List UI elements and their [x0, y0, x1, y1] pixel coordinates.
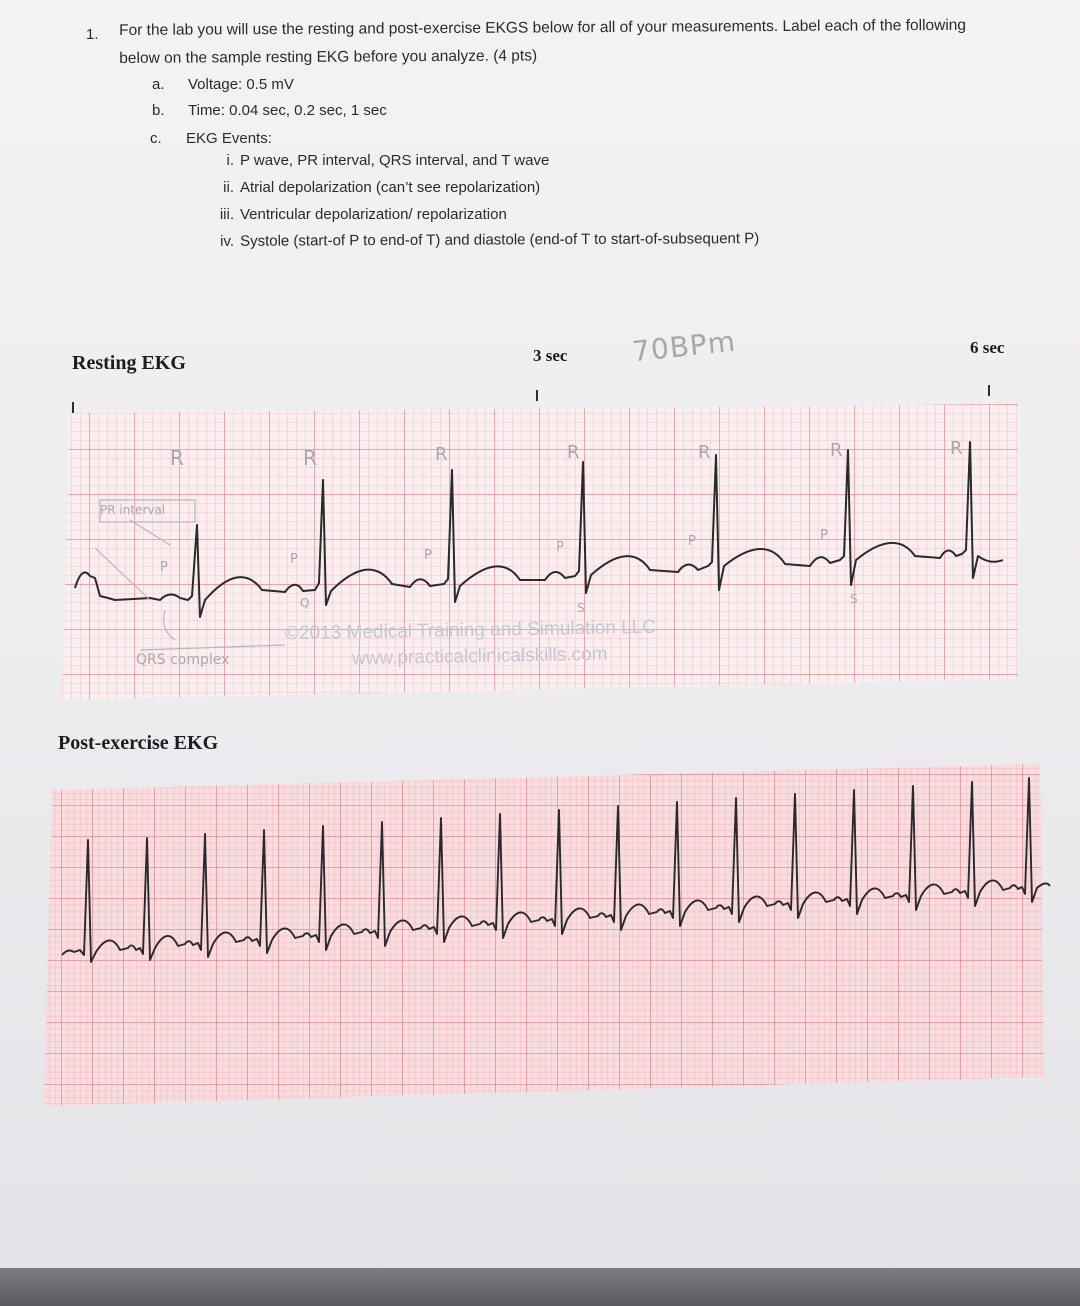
p-label-4: P: [556, 540, 564, 555]
r-label-6: R: [830, 440, 843, 461]
item-marker: b.: [152, 102, 165, 119]
bpm-handwritten-note: 70BPm: [630, 324, 738, 369]
s-label-2: S: [850, 592, 858, 606]
qrs-complex-note: QRS complex: [136, 652, 230, 668]
question-text: For the lab you will use the resting and post-exercise EKGS below for all of your measurements. Label each of the following below on the sample resting EKG before you analyze. (4 pts): [119, 16, 967, 67]
event-marker: iv.: [220, 232, 235, 250]
post-exercise-ekg-strip: [44, 764, 1050, 1106]
pr-interval-note: PR interval: [100, 503, 166, 517]
item-marker: c.: [150, 130, 162, 147]
item-text: Time: 0.04 sec, 0.2 sec, 1 sec: [188, 102, 387, 119]
p-label-6: P: [820, 528, 828, 543]
r-label-3: R: [435, 444, 448, 465]
event-text: Systole (start-of P to end-of T) and diastole (end-of T to start-of-subsequent P): [239, 230, 760, 250]
r-label-7: R: [950, 438, 963, 459]
time-marker-3sec: 3 sec: [533, 346, 568, 365]
event-marker: iii.: [219, 206, 234, 223]
p-label-5: P: [688, 534, 696, 549]
item-text: EKG Events:: [186, 130, 272, 147]
question-number: 1.: [86, 26, 99, 43]
watermark-copyright: ©2013 Medical Training and Simulation LLC: [284, 616, 657, 645]
r-label-2: R: [303, 446, 317, 470]
p-label-2: P: [290, 552, 298, 567]
event-text: Ventricular depolarization/ repolarization: [240, 206, 507, 223]
r-label-1: R: [170, 446, 184, 470]
s-label-1: S: [577, 601, 585, 615]
event-text: Atrial depolarization (can’t see repolarization): [240, 179, 541, 196]
p-label-3: P: [424, 548, 432, 563]
item-text: Voltage: 0.5 mV: [188, 76, 294, 93]
event-marker: i.: [226, 152, 234, 169]
q-label: Q: [300, 596, 310, 610]
p-label-1: P: [160, 560, 168, 575]
event-marker: ii.: [223, 179, 234, 196]
resting-ekg-title: Resting EKG: [72, 352, 186, 374]
item-marker: a.: [152, 76, 165, 93]
r-label-4: R: [567, 442, 580, 463]
event-text: P wave, PR interval, QRS interval, and T wave: [240, 152, 550, 169]
watermark-url: www.practicalclinicalskills.com: [351, 643, 608, 670]
time-marker-6sec: 6 sec: [970, 338, 1005, 357]
post-exercise-ekg-title: Post-exercise EKG: [58, 732, 219, 754]
r-label-5: R: [698, 442, 711, 463]
